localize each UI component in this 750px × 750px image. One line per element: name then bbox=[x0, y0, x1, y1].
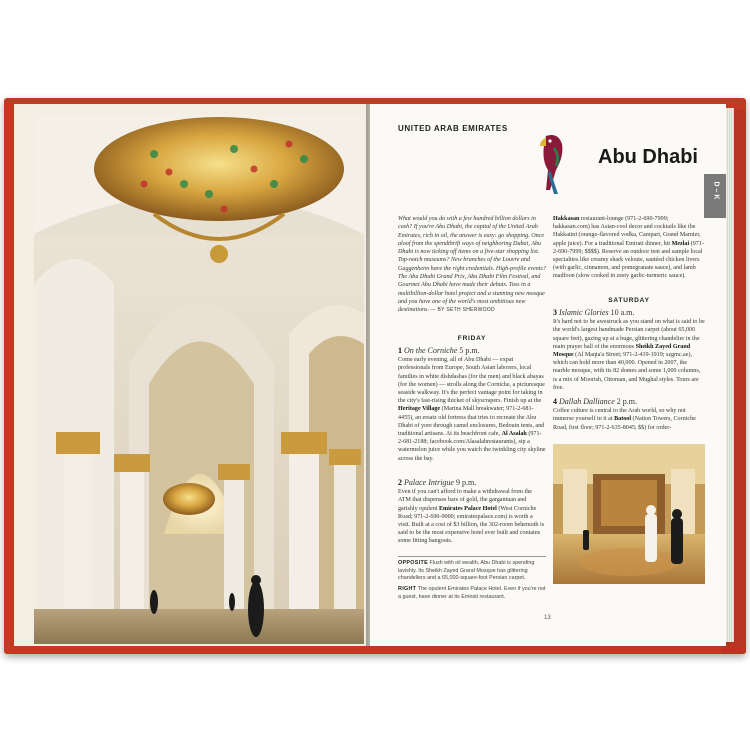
section-4-time: 2 p.m. bbox=[616, 397, 638, 406]
section-1 bbox=[398, 347, 546, 463]
section-3-time: 10 a.m. bbox=[610, 308, 635, 317]
section-1-body-c: (971-2-681-2188; facebook.com/Alasalahrestaurants), sip a watermelon juice while you watch the twinkling city skyline across the bay. bbox=[398, 431, 546, 462]
section-1-time: 5 p.m. bbox=[459, 346, 480, 355]
section-2-body-b: (West Corniche Road; 971-2-690-9000; emiratespalace.com) is worth a visit. Built at a cost of $3 billion, the 302-room behemoth is said to be the most expensive hotel ever built and contains some fitting hangouts. bbox=[398, 505, 545, 545]
section-2-place: Emirates Palace Hotel bbox=[438, 505, 497, 512]
hotel-lobby-photo bbox=[553, 444, 705, 584]
caption-opposite bbox=[398, 560, 546, 583]
intro-text: What would you do with a few hundred billion dollars in cash? If you're Abu Dhabi, the capital of the United Arab Emirates, rich in oil, the answer is easy: go shopping. Once aloof from the spendthrift ways of neighboring Dubai, Abu Dhabi is now ticking off items on a five-star shopping list. Top-notch museums? New branches of the Louvre and Guggenheim have the right credentials. High-profile events? The Abu Dhabi Grand Prix, Abu Dhabi Film Festival, and Gourmet Abu Dhabi have made their debuts. Toss in a multibillion-dollar hotel project and a stunning new mosque and you have one of the world's most ambitious new destinations. bbox=[398, 216, 546, 314]
page-edges bbox=[726, 108, 734, 642]
country-heading: UNITED ARAB EMIRATES bbox=[398, 124, 508, 133]
section-1-body-a: Come early evening, all of Abu Dhabi — expat professionals from Europe, South Asian laborers, local families in white dishdashas (for the men) and black abayas (for the women) — strolls along the Corniche, a picturesque seaside walkway. It's the perfect vantage point for taking in the city's fast-rising thicket of skyscrapers. Finish up at the bbox=[398, 357, 545, 405]
section-4-number: 4 bbox=[553, 397, 557, 406]
section-2-time: 9 p.m. bbox=[455, 478, 477, 487]
column-2-top-body-2: (971-2-690-7999; $$$$). Reserve an outdoor tent and sample local specialties like creamy shark veloute, sautéed chicken livers (with garlic, cinnamon, and pomegranate sauce), and lamb madfoon (slow cooked in zesty garlic-turmeric sauce). bbox=[553, 240, 704, 280]
section-1-body-b: (Marina Mall breakwater; 971-2-681-4455), an ersatz old fortress that tries to recreate the Abu Dhabi of yore through camel enclosures, Bedouin tents, and traditional artisans. At its beachfront cafe, bbox=[398, 406, 545, 438]
parrot-icon bbox=[532, 130, 572, 198]
section-4-place: Batool bbox=[614, 416, 632, 423]
section-1-place-b: Al Asalah bbox=[501, 431, 527, 438]
section-3-place: Sheikh Zayed Grand Mosque bbox=[553, 343, 691, 359]
column-2-top-body: restaurant-lounge (971-2-690-7999; hakkasan.com) has Asian-cool decor and cocktails like the Hakkatini (orange-flavored vodka, Campari, Grand Marnier, apple juice). For a traditional Emirati dinner, hit bbox=[553, 216, 701, 247]
caption-right-text: The opulent Emirates Palace Hotel. Even if you're not a guest, have dinner at its Emirati restaurant. bbox=[398, 586, 546, 600]
section-tab-label: D – K bbox=[712, 181, 720, 200]
place-hakkasan: Hakkasan bbox=[553, 216, 580, 222]
section-tab[interactable] bbox=[704, 174, 726, 218]
city-title: Abu Dhabi bbox=[598, 146, 698, 168]
section-3-body-a: It's hard not to be awestruck as you stand on what is said to be the world's largest handmade Persian carpet (about 65,000 square feet), gazing up at a huge, glittering chandelier in the main prayer hall of the enormous bbox=[553, 319, 705, 350]
page-number: 13 bbox=[544, 615, 551, 621]
intro-paragraph bbox=[398, 215, 546, 315]
section-1-number: 1 bbox=[398, 346, 402, 355]
caption-right bbox=[398, 586, 546, 601]
section-1-title: On the Corniche bbox=[404, 346, 458, 355]
section-3 bbox=[553, 309, 705, 392]
caption-opposite-tag: OPPOSITE bbox=[398, 560, 428, 566]
section-4-body-a: Coffee culture is central to the Arab world, so why not immerse yourself in it at bbox=[553, 408, 686, 423]
caption-divider bbox=[398, 556, 546, 557]
section-3-body-b: (Al Maqta'a Street; 971-2-419-1919; szgmc.ae), which can hold more than 40,000. Opened in 2007, the marble mosque, with its 82 domes and some 1,000 columns, is a mix of Moorish, Ottoman, and Mughal styles. Tours are free. bbox=[553, 352, 701, 391]
section-3-number: 3 bbox=[553, 308, 557, 317]
caption-right-tag: RIGHT bbox=[398, 586, 417, 592]
section-4-title: Dallah Dalliance bbox=[559, 397, 615, 406]
caption-opposite-text: Flush with oil wealth, Abu Dhabi is spending lavishly. Its Sheikh Zayed Grand Mosque has glittering chandeliers and a 65,000-square-foot Persian carpet. bbox=[398, 560, 535, 582]
section-1-place-a: Heritage Village bbox=[398, 406, 441, 413]
right-page bbox=[370, 104, 726, 646]
section-2-number: 2 bbox=[398, 478, 402, 487]
section-3-title: Islamic Glories bbox=[559, 308, 609, 317]
section-2-body-a: Even if you can't afford to make a withdrawal from the ATM that dispenses bars of gold, the gargantuan and garishly opulent bbox=[398, 489, 532, 512]
mosque-interior-photo bbox=[34, 114, 364, 644]
column-2-top bbox=[553, 215, 705, 281]
section-2-title: Palace Intrigue bbox=[404, 478, 454, 487]
section-2 bbox=[398, 479, 546, 546]
left-page bbox=[14, 104, 370, 646]
intro-credit: — BY SETH SHERWOOD bbox=[430, 307, 495, 314]
day-heading-friday: FRIDAY bbox=[457, 335, 487, 342]
section-4-body-b: (Nation Towers, Corniche Road, first floor; 971-2-635-8045; $$) for order- bbox=[553, 416, 696, 431]
section-4 bbox=[553, 398, 705, 432]
place-mezlai: Mezlai bbox=[671, 240, 690, 247]
day-heading-saturday: SATURDAY bbox=[608, 297, 650, 304]
